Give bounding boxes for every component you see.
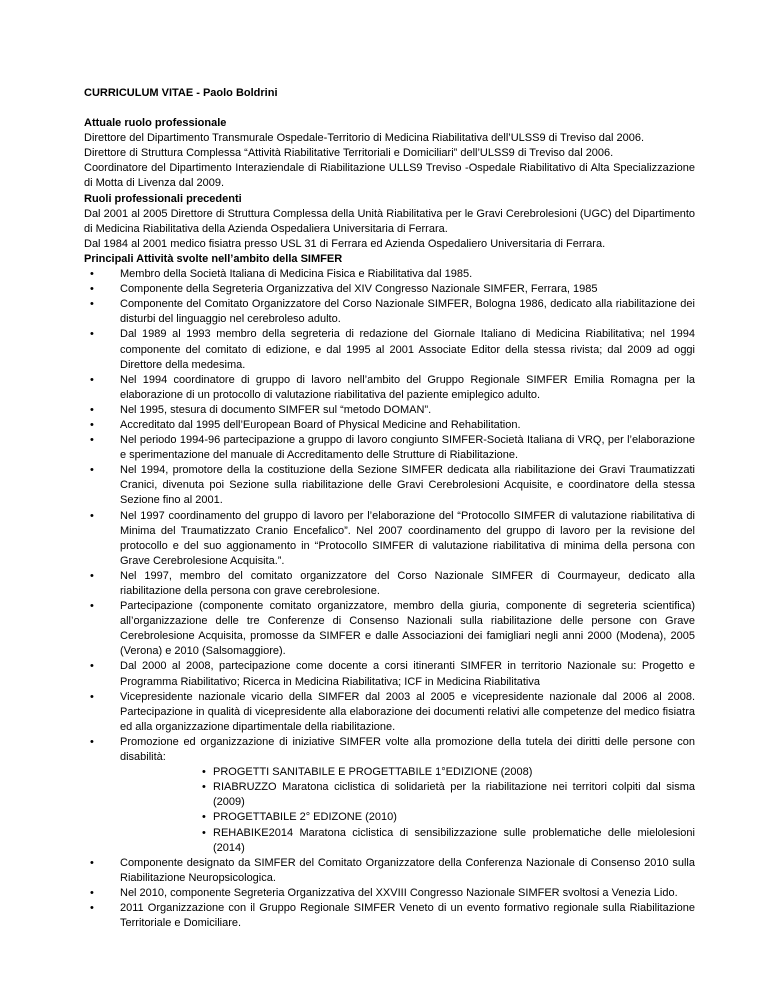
bullet-icon: • [90, 434, 94, 447]
bullet-icon: • [90, 735, 94, 748]
list-item [84, 599, 695, 659]
list-item-text: Nel 1994 coordinatore di gruppo di lavoro nell’ambito del Gruppo Regionale SIMFER Emilia Romagna per la elaborazione di un protocollo di valutazione riabilitativa del paziente emiplegico adulto. [120, 373, 695, 401]
bullet-icon: • [90, 418, 94, 431]
cv-document [84, 86, 695, 931]
sub-list-item [120, 810, 695, 825]
list-item [84, 856, 695, 886]
list-item [84, 569, 695, 599]
list-item [84, 418, 695, 433]
bullet-icon: • [90, 268, 94, 281]
bullet-icon: • [90, 690, 94, 703]
current-role-line: Direttore di Struttura Complessa “Attività Riabilitative Territoriali e Domiciliari” dell’ULSS9 di Treviso dal 2006. [84, 147, 614, 160]
list-item-text: Membro della Società Italiana di Medicina Fisica e Riabilitativa dal 1985. [120, 268, 473, 281]
list-item [84, 373, 695, 403]
bullet-icon: • [90, 600, 94, 613]
bullet-icon: • [90, 464, 94, 477]
previous-roles-heading: Ruoli professionali precedenti [84, 192, 242, 205]
bullet-icon: • [90, 283, 94, 296]
list-item [84, 267, 695, 282]
current-role-line: Coordinatore del Dipartimento Interaziendale di Riabilitazione ULLS9 Treviso -Ospedale Riabilitativo di Alta Specializzazione di Motta di Livenza dal 2009. [84, 162, 695, 190]
list-item-text: Promozione ed organizzazione di iniziative SIMFER volte alla promozione della tutela dei diritti delle persone con disabilità: [120, 735, 695, 764]
previous-role-line: Dal 1984 al 2001 medico fisiatra presso USL 31 di Ferrara ed Azienda Ospedaliero Universitaria di Ferrara. [84, 237, 606, 250]
bullet-icon: • [90, 298, 94, 311]
list-item [84, 403, 695, 418]
list-item [84, 297, 695, 327]
list-item-text: Nel 1997 coordinamento del gruppo di lavoro per l’elaborazione del “Protocollo SIMFER di valutazione riabilitativa di Minima del Traumatizzato Cranio Encefalico”. Nel 2007 coordinamento del gruppo di lavoro per la revisione del protocollo e del suo aggionamento in “Protocollo SIMFER di valutazione riabilitativa di minima della persona con Grave Cerebrolesione Acquisita.”. [120, 509, 695, 567]
list-item [84, 886, 695, 901]
initiatives-sublist [120, 765, 695, 856]
previous-role-line: Dal 2001 al 2005 Direttore di Struttura Complessa della Unità Riabilitativa per le Gravi Cerebrolesioni (UGC) del Dipartimento di Medicina Riabilitativa della Azienda Ospedaliera Universitaria di Ferrara. [84, 207, 695, 235]
sub-list-item-text: PROGETTI SANITABILE E PROGETTABILE 1°EDIZIONE (2008) [213, 766, 533, 779]
bullet-icon: • [202, 781, 206, 794]
sub-list-item-text: REHABIKE2014 Maratona ciclistica di sensibilizzazione sulle problematiche delle mielolesioni (2014) [213, 826, 695, 854]
list-item [84, 735, 695, 856]
list-item [84, 463, 695, 508]
list-item-text: Componente del Comitato Organizzatore del Corso Nazionale SIMFER, Bologna 1986, dedicato alla riabilitazione dei disturbi del linguaggio nel cerebroleso adulto. [120, 298, 695, 326]
list-item [84, 509, 695, 569]
bullet-icon: • [90, 660, 94, 673]
list-item-text: Componente designato da SIMFER del Comitato Organizzatore della Conferenza Nazionale di Consenso 2010 sulla Riabilitazione Neuropsicologica. [120, 856, 695, 884]
list-item-text: 2011 Organizzazione con il Gruppo Regionale SIMFER Veneto di un evento formativo regionale sulla Riabilitazione Territoriale e Domiciliare. [120, 901, 695, 930]
bullet-icon: • [90, 901, 94, 914]
bullet-icon: • [90, 856, 94, 869]
bullet-icon: • [202, 811, 206, 824]
list-item-text: Componente della Segreteria Organizzativa del XIV Congresso Nazionale SIMFER, Ferrara, 1985 [120, 283, 598, 296]
list-item [84, 659, 695, 689]
list-item-text: Nel 2010, componente Segreteria Organizzativa del XXVIII Congresso Nazionale SIMFER svoltosi a Venezia Lido. [120, 886, 678, 899]
list-item [84, 433, 695, 463]
sub-list-item-text: RIABRUZZO Maratona ciclistica di solidarietà per la riabilitazione nei territori colpiti dal sisma (2009) [213, 781, 695, 809]
list-item [84, 690, 695, 735]
simfer-heading: Principali Attività svolte nell’ambito della SIMFER [84, 252, 343, 265]
list-item-text: Dal 2000 al 2008, partecipazione come docente a corsi itineranti SIMFER in territorio Nazionale su: Progetto e Programma Riabilitativo; Ricerca in Medicina Riabilitativa; ICF in Medicina Riabilitativa [120, 660, 695, 688]
bullet-icon: • [90, 373, 94, 386]
sub-list-item [120, 765, 695, 780]
current-role-heading: Attuale ruolo professionale [84, 117, 227, 130]
list-item-text: Vicepresidente nazionale vicario della SIMFER dal 2003 al 2005 e vicepresidente nazionale dal 2006 al 2008. Partecipazione in qualità di vicepresidente alla elaborazione dei documenti relativi alle competenze del medico fisiatra ed alla organizzazione dipartimentale della riabilitazione. [120, 690, 695, 733]
bullet-icon: • [90, 328, 94, 341]
simfer-activity-list [84, 267, 695, 931]
bullet-icon: • [202, 826, 206, 839]
bullet-icon: • [202, 766, 206, 779]
document-title: CURRICULUM VITAE - Paolo Boldrini [84, 87, 278, 99]
list-item [84, 282, 695, 297]
sub-list-item [120, 780, 695, 810]
bullet-icon: • [90, 403, 94, 416]
sub-list-item-text: PROGETTABILE 2° EDIZONE (2010) [213, 811, 397, 824]
list-item-text: Nel 1995, stesura di documento SIMFER sul “metodo DOMAN”. [120, 403, 432, 416]
list-item [84, 327, 695, 372]
list-item [84, 901, 695, 931]
current-role-line: Direttore del Dipartimento Transmurale Ospedale-Territorio di Medicina Riabilitativa dell’ULSS9 di Treviso dal 2006. [84, 132, 645, 145]
sub-list-item [120, 826, 695, 856]
bullet-icon: • [90, 886, 94, 899]
list-item-text: Nel 1997, membro del comitato organizzatore del Corso Nazionale SIMFER di Courmayeur, dedicato alla riabilitazione della persona con grave cerebrolesione. [120, 569, 695, 597]
bullet-icon: • [90, 569, 94, 582]
list-item-text: Nel periodo 1994-96 partecipazione a gruppo di lavoro congiunto SIMFER-Società Italiana di VRQ, per l’elaborazione e sperimentazione del manuale di Accreditamento delle Strutture di Riabilitazione. [120, 434, 695, 462]
list-item-text: Nel 1994, promotore della la costituzione della Sezione SIMFER dedicata alla riabilitazione dei Gravi Traumatizzati Cranici, divenuta poi Sezione sulla riabilitazione delle Gravi Cerebrolesioni Acquisite, e coordinatore della stessa Sezione fino al 2001. [120, 464, 695, 507]
list-item-text: Accreditato dal 1995 dell’European Board of Physical Medicine and Rehabilitation. [120, 418, 521, 431]
bullet-icon: • [90, 509, 94, 522]
list-item-text: Partecipazione (componente comitato organizzatore, membro della giuria, componente di segreteria scientifica) all’organizzazione delle tre Conferenze di Consenso Nazionali sulla riabilitazione delle persone con Grave Cerebrolesione Acquisita, promosse da SIMFER e dalle Associazioni dei famigliari negli anni 2000 (Modena), 2005 (Verona) e 2010 (Salsomaggiore). [120, 600, 695, 658]
list-item-text: Dal 1989 al 1993 membro della segreteria di redazione del Giornale Italiano di Medicina Riabilitativa; nel 1994 componente del comitato di edizione, e dal 1995 al 2001 Associate Editor della stessa rivista; dal 2009 ad oggi Direttore della medesima. [120, 328, 695, 371]
